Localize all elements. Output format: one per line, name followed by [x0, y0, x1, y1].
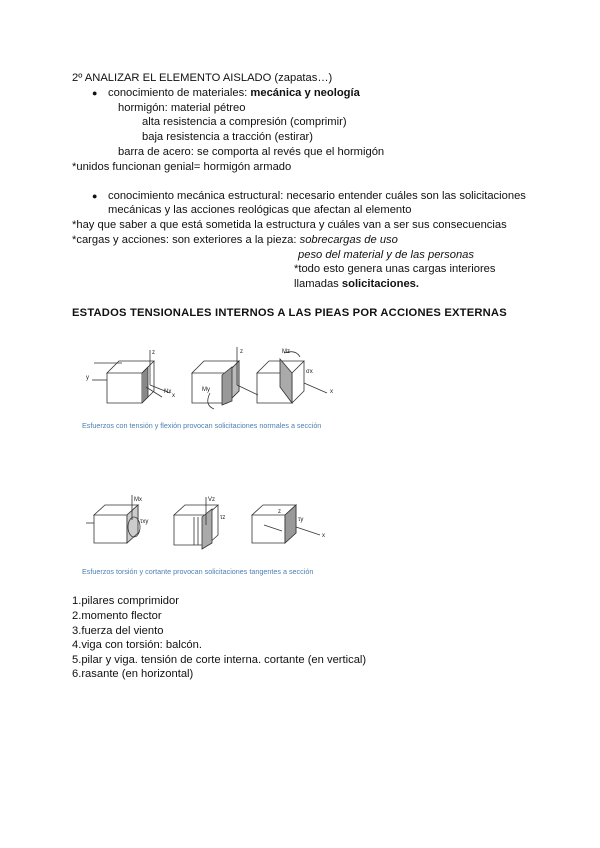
llamadas-line	[294, 277, 419, 291]
materials-prefix: conocimiento de materiales:	[108, 87, 251, 99]
svg-text:Mz: Mz	[282, 349, 290, 355]
svg-text:Mx: Mx	[134, 497, 142, 503]
bullet-icon: ●	[92, 88, 98, 98]
svg-text:z: z	[278, 509, 281, 515]
svg-text:z: z	[152, 350, 155, 356]
barra-line: barra de acero: se comporta al revés que el hormigón	[118, 146, 385, 158]
svg-text:z: z	[240, 349, 243, 355]
svg-text:Nx: Nx	[164, 389, 172, 395]
cargas-line	[72, 233, 398, 247]
list-item: 3.fuerza del viento	[72, 625, 164, 637]
svg-text:τz: τz	[220, 515, 226, 521]
svg-text:x: x	[322, 533, 325, 539]
figure-tangential-stresses-drawing	[82, 495, 342, 565]
hay-line: *hay que saber a que está sometida la estructura y cuáles van a ser sus consecuencias	[72, 219, 507, 231]
todo-line: *todo esto genera unas cargas interiores	[294, 263, 496, 275]
figure-tangential-stresses	[82, 495, 342, 565]
cargas-italic: sobrecargas de uso	[299, 234, 398, 246]
alta-line: alta resistencia a compresión (comprimir)	[142, 116, 347, 128]
peso-line	[298, 248, 474, 262]
list-item: 6.rasante (en horizontal)	[72, 668, 194, 680]
cargas-prefix: *cargas y acciones: son exteriores a la pieza:	[72, 234, 300, 246]
bullet-icon: ●	[92, 191, 98, 201]
list-item: 1.pilares comprimidor	[72, 595, 179, 607]
section-title: 2º ANALIZAR EL ELEMENTO AISLADO (zapatas…)	[72, 72, 333, 84]
unidos-line: *unidos funcionan genial= hormigón armado	[72, 161, 292, 173]
list-item: 5.pilar y viga. tensión de corte interna. cortante (en vertical)	[72, 654, 367, 666]
svg-text:τxy: τxy	[140, 519, 149, 525]
section-heading: ESTADOS TENSIONALES INTERNOS A LAS PIEAS POR ACCIONES EXTERNAS	[72, 307, 507, 319]
figure1-caption: Esfuerzos con tensión y flexión provocan solicitaciones normales a sección	[82, 421, 322, 430]
svg-text:τy: τy	[298, 517, 304, 523]
llamadas-prefix: llamadas	[294, 278, 342, 290]
llamadas-bold: solicitaciones.	[341, 278, 419, 290]
svg-text:x: x	[172, 393, 175, 399]
svg-text:My: My	[202, 387, 210, 393]
structural-line-1: conocimiento mecánica estructural: necesario entender cuáles son las solicitaciones	[108, 190, 526, 202]
figure2-caption: Esfuerzos torsión y cortante provocan solicitaciones tangentes a sección	[82, 567, 314, 576]
svg-text:σx: σx	[306, 369, 313, 375]
svg-text:y: y	[86, 375, 89, 381]
materials-bold: mecánica y neología	[250, 87, 360, 99]
hormigon-line: hormigón: material pétreo	[118, 102, 246, 114]
svg-text:x: x	[330, 389, 333, 395]
materials-line	[108, 86, 360, 100]
baja-line: baja resistencia a tracción (estirar)	[142, 131, 313, 143]
list-item: 4.viga con torsión: balcón.	[72, 639, 202, 651]
svg-text:Vz: Vz	[208, 497, 216, 503]
structural-line-2: mecánicas y las acciones reológicas que afectan al elemento	[108, 204, 412, 216]
peso-italic: peso del material y de las personas	[298, 249, 474, 261]
list-item: 2.momento flector	[72, 610, 162, 622]
